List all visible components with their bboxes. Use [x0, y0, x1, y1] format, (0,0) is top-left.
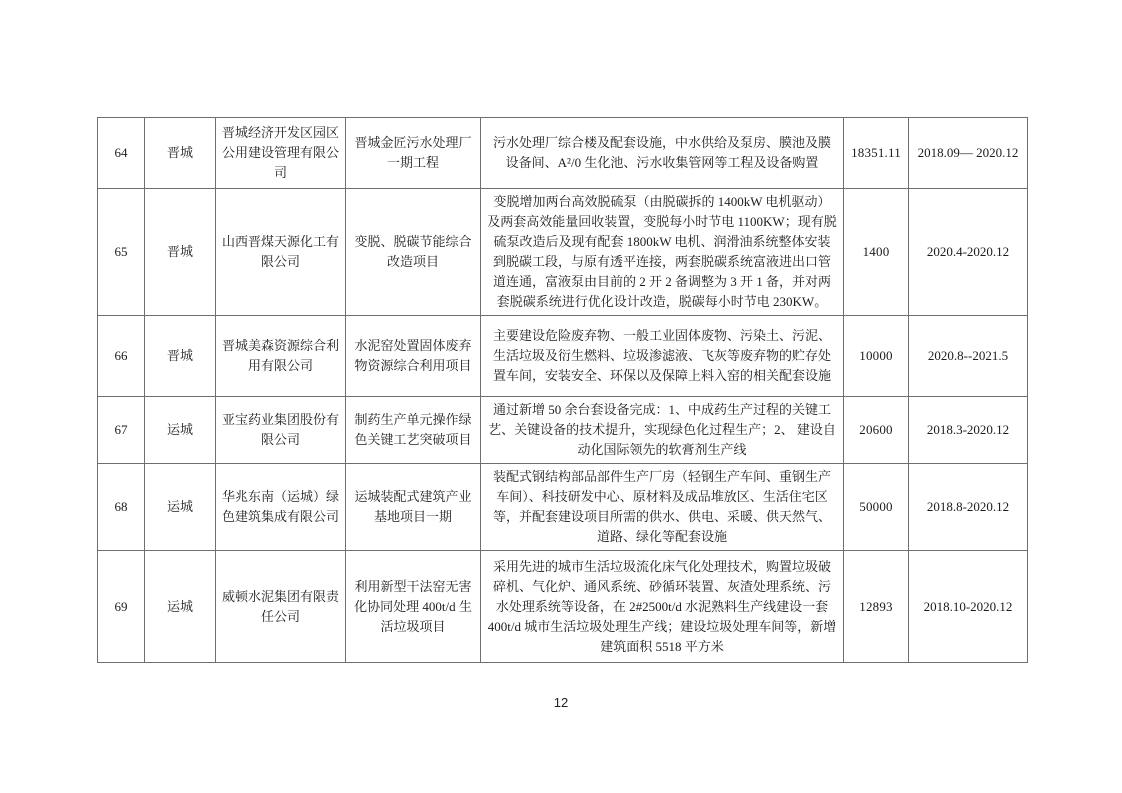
project-cell: 变脱、脱碳节能综合改造项目	[346, 189, 481, 316]
company-cell: 晋城美森资源综合利用有限公司	[216, 316, 346, 397]
city-cell: 晋城	[145, 316, 216, 397]
project-cell: 运城装配式建筑产业基地项目一期	[346, 464, 481, 551]
company-cell: 华兆东南（运城）绿色建筑集成有限公司	[216, 464, 346, 551]
amount-cell: 10000	[844, 316, 909, 397]
project-cell: 晋城金匠污水处理厂一期工程	[346, 118, 481, 189]
project-cell: 制药生产单元操作绿色关键工艺突破项目	[346, 397, 481, 464]
city-cell: 晋城	[145, 189, 216, 316]
project-cell: 水泥窑处置固体废弃物资源综合利用项目	[346, 316, 481, 397]
table-row	[98, 551, 1028, 663]
amount-cell: 50000	[844, 464, 909, 551]
company-cell: 晋城经济开发区园区公用建设管理有限公司	[216, 118, 346, 189]
company-cell: 亚宝药业集团股份有限公司	[216, 397, 346, 464]
row-number-cell: 69	[98, 551, 145, 663]
table-row	[98, 316, 1028, 397]
description-cell: 通过新增 50 余台套设备完成：1、中成药生产过程的关键工艺、关键设备的技术提升，实现绿色化过程生产；2、 建设自动化国际领先的软膏剂生产线	[481, 397, 844, 464]
table-row	[98, 464, 1028, 551]
amount-cell: 12893	[844, 551, 909, 663]
row-number-cell: 66	[98, 316, 145, 397]
description-cell: 装配式钢结构部品部件生产厂房（轻钢生产车间、重钢生产车间）、科技研发中心、原材料及成品堆放区、生活住宅区等，并配套建设项目所需的供水、供电、采暖、供天然气、道路、绿化等配套设施	[481, 464, 844, 551]
table-row	[98, 397, 1028, 464]
projects-table	[97, 117, 1028, 663]
row-number-cell: 64	[98, 118, 145, 189]
period-cell: 2020.8--2021.5	[909, 316, 1028, 397]
amount-cell: 1400	[844, 189, 909, 316]
period-cell: 2020.4-2020.12	[909, 189, 1028, 316]
company-cell: 威顿水泥集团有限责任公司	[216, 551, 346, 663]
page-number: 12	[553, 695, 569, 710]
city-cell: 运城	[145, 397, 216, 464]
table-row	[98, 118, 1028, 189]
period-cell: 2018.10-2020.12	[909, 551, 1028, 663]
amount-cell: 18351.11	[844, 118, 909, 189]
period-cell: 2018.09— 2020.12	[909, 118, 1028, 189]
description-cell: 污水处理厂综合楼及配套设施，中水供给及泵房、膜池及膜设备间、A²/0 生化池、污水收集管网等工程及设备购置	[481, 118, 844, 189]
amount-cell: 20600	[844, 397, 909, 464]
description-cell: 采用先进的城市生活垃圾流化床气化处理技术，购置垃圾破碎机、气化炉、通风系统、砂循环装置、灰渣处理系统、污水处理系统等设备，在 2#2500t/d 水泥熟料生产线建设一套 400t/d 城市生活垃圾处理生产线；建设垃圾处理车间等，新增建筑面积 5518 平方米	[481, 551, 844, 663]
description-cell: 变脱增加两台高效脱硫泵（由脱碳拆的 1400kW 电机驱动）及两套高效能量回收装置，变脱每小时节电 1100KW；现有脱硫泵改造后及现有配套 1800kW 电机、润滑油系统整体安装到脱碳工段，与原有透平连接，两套脱碳系统富液进出口管道连通，富液泵由目前的 2 开 2 备调整为 3 开 1 备，并对两套脱碳系统进行优化设计改造，脱碳每小时节电 230KW。	[481, 189, 844, 316]
company-cell: 山西晋煤天源化工有限公司	[216, 189, 346, 316]
row-number-cell: 68	[98, 464, 145, 551]
project-cell: 利用新型干法窑无害化协同处理 400t/d 生活垃圾项目	[346, 551, 481, 663]
row-number-cell: 67	[98, 397, 145, 464]
city-cell: 晋城	[145, 118, 216, 189]
period-cell: 2018.8-2020.12	[909, 464, 1028, 551]
city-cell: 运城	[145, 551, 216, 663]
description-cell: 主要建设危险废弃物、一般工业固体废物、污染土、污泥、生活垃圾及衍生燃料、垃圾渗滤液、飞灰等废弃物的贮存处置车间，安装安全、环保以及保障上料入窑的相关配套设施	[481, 316, 844, 397]
table-row	[98, 189, 1028, 316]
period-cell: 2018.3-2020.12	[909, 397, 1028, 464]
city-cell: 运城	[145, 464, 216, 551]
row-number-cell: 65	[98, 189, 145, 316]
